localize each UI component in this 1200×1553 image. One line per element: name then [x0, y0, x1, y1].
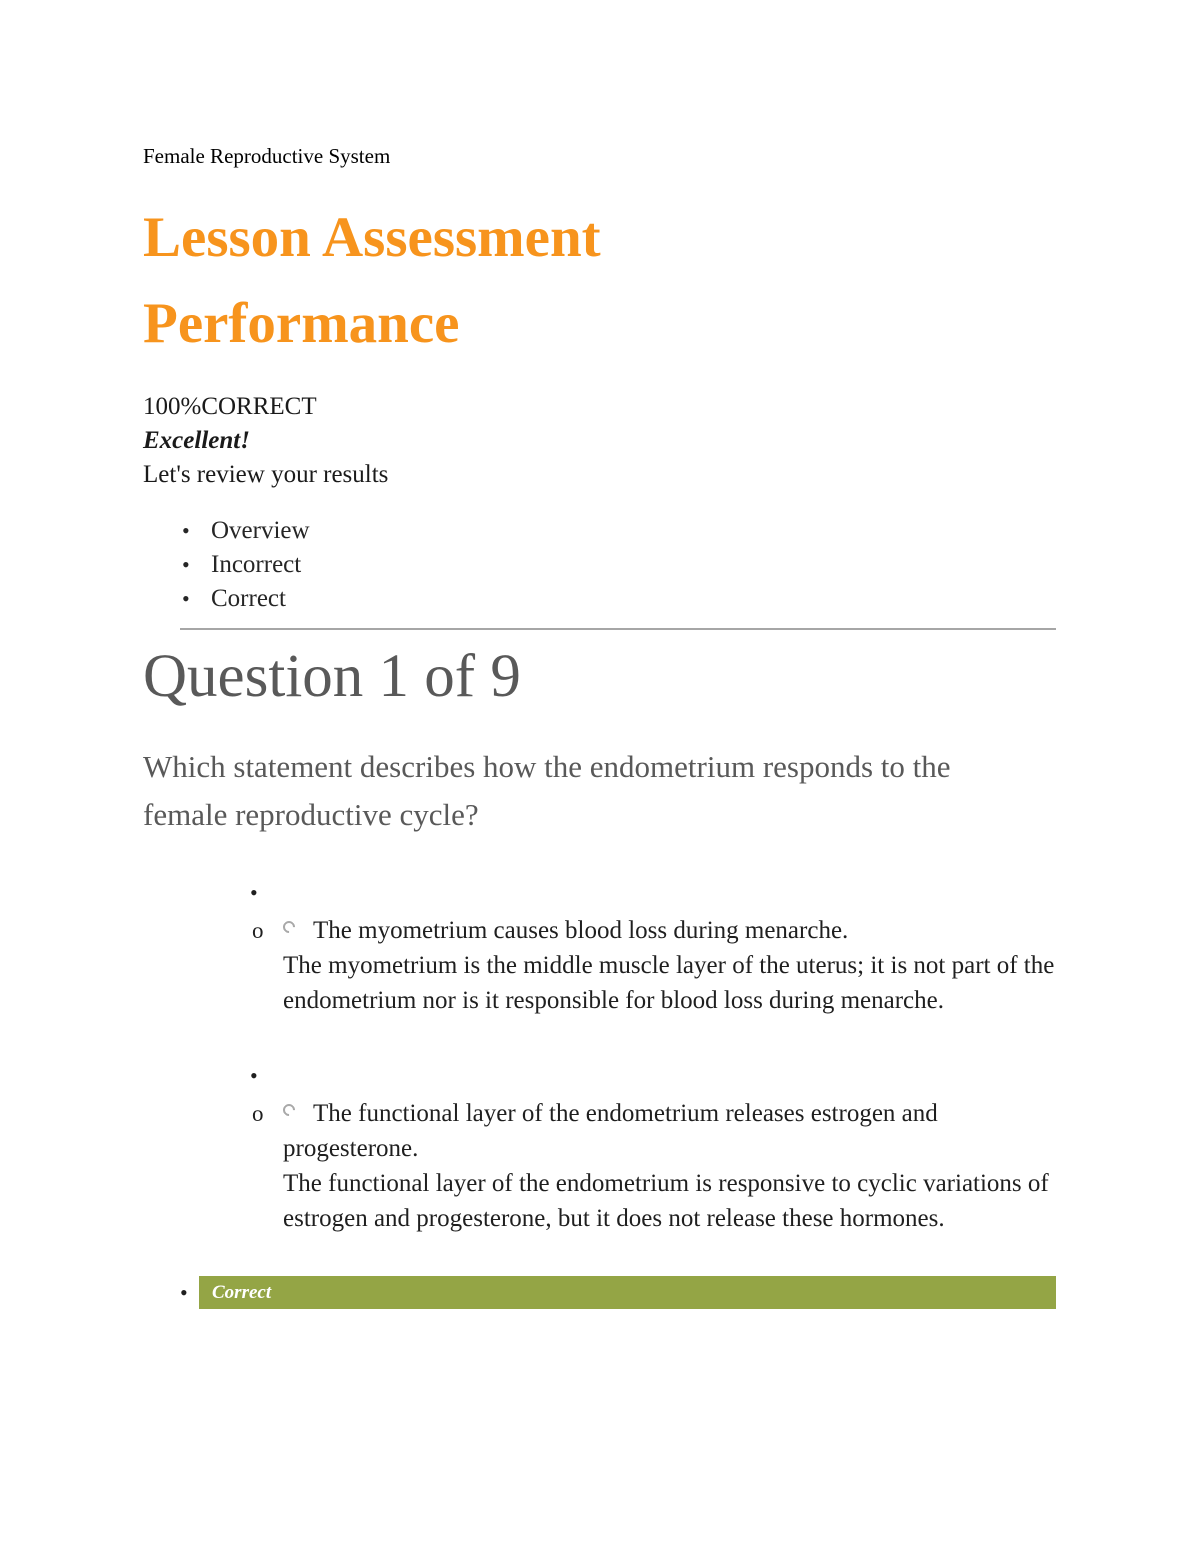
tab-overview[interactable]: [143, 514, 1056, 548]
status-badge: Correct: [212, 1281, 272, 1303]
tab-overview-label: Overview: [211, 517, 310, 544]
page-title: Lesson Assessment Performance: [143, 206, 601, 355]
tab-incorrect[interactable]: [143, 548, 1056, 582]
bullet-icon: •: [180, 1279, 188, 1305]
answer-option: [143, 875, 1056, 1018]
praise-text: Excellent!: [143, 427, 250, 454]
bullet-icon: •: [182, 586, 190, 611]
circle-bullet-icon: o: [252, 1101, 264, 1127]
bullet-icon: •: [182, 552, 190, 577]
circle-bullet-icon: o: [252, 918, 264, 944]
answer-explanation: The functional layer of the endometrium is responsive to cyclic variations of estrogen and progesterone, but it does not release these hormones.: [283, 1170, 1049, 1233]
answer-option-body: [252, 1096, 1056, 1236]
question-prompt: Which statement describes how the endometrium responds to the female reproductive cycle?: [143, 749, 951, 833]
result-banner-row: [180, 1276, 1056, 1309]
correct-status-banner: [199, 1276, 1056, 1309]
radio-icon[interactable]: [281, 919, 298, 936]
tab-correct-label: Correct: [211, 585, 286, 612]
bullet-icon: •: [250, 880, 258, 906]
question-heading: Question 1 of 9: [143, 643, 521, 710]
answer-explanation: The myometrium is the middle muscle layer of the uterus; it is not part of the endometrium nor is it responsible for blood loss during menarche.: [283, 952, 1055, 1015]
answer-options: [143, 875, 1056, 1236]
bullet-icon: •: [182, 518, 190, 543]
radio-icon[interactable]: [281, 1102, 298, 1119]
score-text: 100%CORRECT: [143, 393, 317, 420]
section-divider: [180, 628, 1056, 630]
bullet-icon: •: [250, 1063, 258, 1089]
review-prompt: Let's review your results: [143, 461, 389, 488]
answer-option-body: [252, 913, 1056, 1018]
tab-correct[interactable]: [143, 582, 1056, 616]
score-summary: [143, 390, 1056, 492]
answer-text: The myometrium causes blood loss during menarche.: [313, 917, 849, 945]
tab-incorrect-label: Incorrect: [211, 551, 302, 578]
results-nav: [143, 514, 1056, 616]
breadcrumb: Female Reproductive System: [143, 144, 391, 168]
answer-text: The functional layer of the endometrium releases estrogen and progesterone.: [283, 1100, 938, 1163]
answer-option: [143, 1058, 1056, 1236]
